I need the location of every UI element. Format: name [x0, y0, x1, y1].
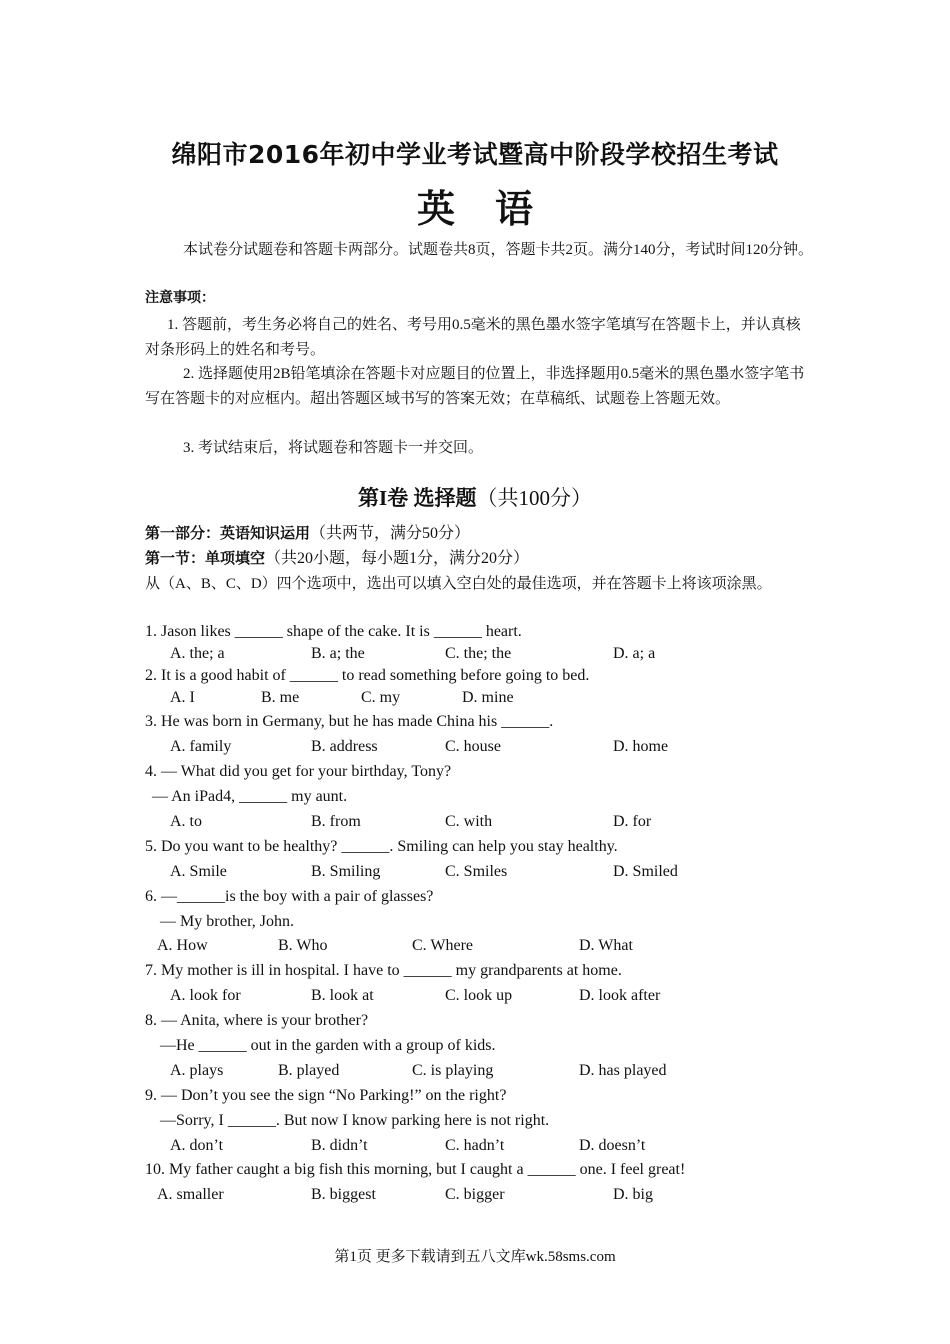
option-d: D. mine	[462, 689, 514, 706]
option-d: D. What	[579, 937, 633, 954]
section-heading	[145, 521, 470, 546]
option-b: B. look at	[311, 987, 374, 1004]
subject-heading: 英语	[416, 187, 573, 231]
part-heading	[0, 482, 950, 512]
option-b: B. played	[278, 1062, 340, 1079]
option-b: B. biggest	[311, 1186, 376, 1203]
section-score: （共两节，满分50分）	[310, 525, 471, 542]
question-9-response: —Sorry, I ______. But now I know parking here is not right.	[160, 1112, 550, 1129]
question-4-response: — An iPad4, ______ my aunt.	[152, 788, 348, 805]
question-8-response: —He ______ out in the garden with a group of kids.	[160, 1037, 496, 1054]
notice-item: 1. 答题前，考生务必将自己的姓名、考号用0.5毫米的黑色墨水签字笔填写在答题卡上，并认真核对条形码上的姓名和考号。	[145, 317, 801, 358]
notice-item: 3. 考试结束后，将试题卷和答题卡一并交回。	[183, 440, 484, 456]
section-title: 第一部分：英语知识运用	[145, 524, 311, 542]
question-10: 10. My father caught a big fish this morning, but I caught a ______ one. I feel great!	[145, 1161, 686, 1178]
notice-heading: 注意事项：	[145, 290, 215, 306]
subsection-title: 第一节：单项填空	[145, 549, 266, 567]
page-footer: 第1页 更多下载请到五八文库wk.58sms.com	[334, 1249, 616, 1265]
question-6-response: — My brother, John.	[160, 913, 295, 930]
question-8: 8. — Anita, where is your brother?	[145, 1012, 369, 1029]
option-d: D. a; a	[613, 645, 656, 662]
option-a: A. I	[170, 689, 195, 706]
option-b: B. didn’t	[311, 1137, 368, 1154]
question-4: 4. — What did you get for your birthday, Tony?	[145, 763, 452, 780]
question-5: 5. Do you want to be healthy? ______. Smiling can help you stay healthy.	[145, 838, 618, 855]
option-b: B. Who	[278, 937, 328, 954]
option-d: D. big	[613, 1186, 653, 1203]
notice-item: 2. 选择题使用2B铅笔填涂在答题卡对应题目的位置上，非选择题用0.5毫米的黑色墨水签字笔书写在答题卡的对应框内。超出答题区域书写的答案无效；在草稿纸、试题卷上答题无效。	[145, 366, 805, 407]
option-c: C. hadn’t	[445, 1137, 505, 1154]
option-c: C. the; the	[445, 645, 512, 662]
option-d: D. home	[613, 738, 669, 755]
option-d: D. for	[613, 813, 652, 830]
option-d: D. Smiled	[613, 863, 678, 880]
option-d: D. has played	[579, 1062, 667, 1079]
subsection-score: （共20小题，每小题1分，满分20分）	[265, 550, 530, 567]
question-3: 3. He was born in Germany, but he has made China his ______.	[145, 713, 554, 730]
intro-paragraph: 本试卷分试题卷和答题卡两部分。试题卷共8页，答题卡共2页。满分140分，考试时间120分钟。	[183, 242, 814, 258]
subsection-heading	[145, 546, 529, 571]
question-7: 7. My mother is ill in hospital. I have to ______ my grandparents at home.	[145, 962, 622, 979]
part-title: 第I卷 选择题	[358, 486, 477, 510]
option-c: C. Smiles	[445, 863, 508, 880]
option-a: A. smaller	[157, 1186, 224, 1203]
option-c: C. house	[445, 738, 501, 755]
option-b: B. a; the	[311, 645, 365, 662]
option-a: A. don’t	[170, 1137, 224, 1154]
option-d: D. doesn’t	[579, 1137, 646, 1154]
option-a: A. family	[170, 738, 232, 755]
option-b: B. address	[311, 738, 378, 755]
option-a: A. the; a	[170, 645, 225, 662]
option-a: A. plays	[170, 1062, 224, 1079]
option-c: C. my	[361, 689, 401, 706]
option-b: B. Smiling	[311, 863, 381, 880]
instruction-text: 从（A、B、C、D）四个选项中，选出可以填入空白处的最佳选项，并在答题卡上将该项涂黑。	[145, 576, 772, 592]
option-c: C. is playing	[412, 1062, 494, 1079]
question-6: 6. —______is the boy with a pair of glasses?	[145, 888, 434, 905]
option-a: A. How	[157, 937, 208, 954]
question-2: 2. It is a good habit of ______ to read something before going to bed.	[145, 667, 590, 684]
option-b: B. me	[261, 689, 300, 706]
option-c: C. bigger	[445, 1186, 505, 1203]
option-b: B. from	[311, 813, 361, 830]
option-a: A. Smile	[170, 863, 227, 880]
option-c: C. with	[445, 813, 493, 830]
part-score: （共100分）	[476, 486, 592, 510]
option-c: C. Where	[412, 937, 474, 954]
question-1: 1. Jason likes ______ shape of the cake. It is ______ heart.	[145, 623, 522, 640]
option-d: D. look after	[579, 987, 661, 1004]
option-a: A. look for	[170, 987, 241, 1004]
exam-title: 绵阳市2016年初中学业考试暨高中阶段学校招生考试	[171, 140, 779, 169]
question-9: 9. — Don’t you see the sign “No Parking!” on the right?	[145, 1087, 507, 1104]
option-a: A. to	[170, 813, 202, 830]
option-c: C. look up	[445, 987, 513, 1004]
